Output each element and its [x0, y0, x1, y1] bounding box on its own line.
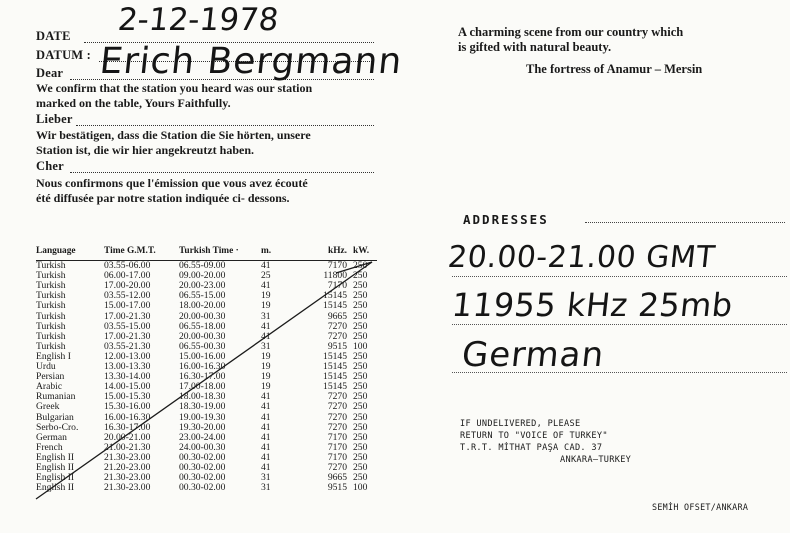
handwritten-language: German [459, 335, 607, 375]
cell-khz: 7170 [327, 260, 347, 272]
cell-turkish-time: 24.00-00.30 [179, 441, 226, 453]
confirm-english-line-1: We confirm that the station you heard was our station [36, 81, 313, 95]
cell-kw: 250 [353, 300, 368, 312]
cell-language: Turkish [36, 310, 66, 322]
cell-time-gmt: 21.30-23.00 [104, 482, 151, 494]
cell-turkish-time: 00.30-02.00 [179, 451, 226, 463]
cell-khz: 15145 [323, 290, 347, 302]
cell-time-gmt: 21.20-23.00 [104, 461, 151, 473]
cell-language: Persian [36, 371, 65, 383]
cell-turkish-time: 15.00-16.00 [179, 350, 226, 362]
handwritten-date: 2-12-1978 [116, 2, 281, 38]
cell-khz: 15145 [323, 371, 347, 383]
cell-khz: 7170 [327, 431, 347, 443]
cell-khz: 15145 [323, 361, 347, 373]
cell-time-gmt: 21.00-21.30 [104, 441, 151, 453]
cell-khz: 7270 [327, 411, 347, 423]
return-line-4: ANKARA—TURKEY [560, 455, 632, 465]
header-language: Language [36, 246, 104, 261]
cell-khz: 7270 [327, 320, 347, 332]
cell-meters: 41 [261, 391, 271, 403]
cell-kw: 250 [353, 421, 368, 433]
cell-kw: 250 [353, 401, 368, 413]
cell-time-gmt: 03.55-21.30 [104, 340, 151, 352]
cell-kw: 250 [353, 350, 368, 362]
return-line-3: T.R.T. MİTHAT PAŞA CAD. 37 [460, 443, 603, 453]
cell-khz: 7170 [327, 280, 347, 292]
cell-kw: 250 [353, 461, 368, 473]
cell-language: English I [36, 350, 71, 362]
cell-language: Turkish [36, 270, 66, 282]
cell-meters: 41 [261, 441, 271, 453]
cell-meters: 41 [261, 260, 271, 272]
confirm-german-line-1: Wir bestätigen, dass die Station die Sie hörten, unsere [36, 128, 311, 142]
cell-turkish-time: 18.00-18.30 [179, 391, 226, 403]
cell-khz: 9515 [327, 482, 347, 494]
cell-meters: 19 [261, 300, 271, 312]
cell-language: Serbo-Cro. [36, 421, 79, 433]
printer-credit: SEMİH OFSET/ANKARA [652, 502, 749, 512]
cell-kw: 250 [353, 391, 368, 403]
cell-language: Turkish [36, 320, 66, 332]
cell-kw: 250 [353, 290, 368, 302]
checkmark-stroke [36, 262, 372, 499]
cell-turkish-time: 09.00-20.00 [179, 270, 226, 282]
cell-meters: 31 [261, 482, 271, 494]
cell-turkish-time: 20.00-00.30 [179, 330, 226, 342]
cell-khz: 7270 [327, 421, 347, 433]
cell-meters: 25 [261, 270, 271, 282]
cell-time-gmt: 20.00-21.00 [104, 431, 151, 443]
cell-time-gmt: 06.00-17.00 [104, 270, 151, 282]
cell-time-gmt: 21.30-23.00 [104, 472, 151, 484]
cell-khz: 9665 [327, 310, 347, 322]
cell-time-gmt: 03.55-12.00 [104, 290, 151, 302]
cell-time-gmt: 17.00-20.00 [104, 280, 151, 292]
checkmark-tail [336, 262, 372, 273]
header-time-gmt: Time G.M.T. [104, 246, 179, 261]
cell-khz: 7270 [327, 461, 347, 473]
cell-meters: 41 [261, 401, 271, 413]
header-turkish-time: Turkish Time · [179, 246, 261, 261]
cell-language: Turkish [36, 330, 66, 342]
cell-khz: 7170 [327, 451, 347, 463]
cell-time-gmt: 17.00-21.30 [104, 330, 151, 342]
cell-turkish-time: 23.00-24.00 [179, 431, 226, 443]
scene-line-2: is gifted with natural beauty. [458, 40, 612, 54]
cell-time-gmt: 13.30-14.00 [104, 371, 151, 383]
return-line-1: IF UNDELIVERED, PLEASE [460, 419, 581, 429]
cell-kw: 250 [353, 260, 368, 272]
cell-meters: 41 [261, 411, 271, 423]
cell-khz: 11800 [323, 270, 347, 282]
confirm-french-line-2: été diffusée par notre station indiquée ci- dessons. [36, 191, 290, 205]
date-label: DATE [36, 29, 71, 43]
cell-time-gmt: 12.00-13.00 [104, 350, 151, 362]
cell-language: English II [36, 451, 75, 463]
cell-khz: 7270 [327, 330, 347, 342]
cell-time-gmt: 15.00-17.00 [104, 300, 151, 312]
header-kw: kW. [353, 246, 377, 261]
cell-khz: 15145 [323, 350, 347, 362]
cell-time-gmt: 15.30-16.00 [104, 401, 151, 413]
cell-time-gmt: 16.00-16.30 [104, 411, 151, 423]
cell-meters: 31 [261, 340, 271, 352]
cell-meters: 41 [261, 280, 271, 292]
cell-meters: 41 [261, 431, 271, 443]
cell-language: Rumanian [36, 391, 76, 403]
cell-turkish-time: 06.55-00.30 [179, 340, 226, 352]
cell-language: Turkish [36, 260, 66, 272]
cell-meters: 41 [261, 461, 271, 473]
cell-language: English II [36, 461, 75, 473]
cell-kw: 250 [353, 472, 368, 484]
lieber-label: Lieber [36, 112, 73, 126]
return-line-2: RETURN TO "VOICE OF TURKEY" [460, 431, 608, 441]
cell-turkish-time: 00.30-02.00 [179, 461, 226, 473]
cell-khz: 9665 [327, 472, 347, 484]
cell-meters: 19 [261, 381, 271, 393]
cell-turkish-time: 06.55-15.00 [179, 290, 226, 302]
cell-kw: 250 [353, 280, 368, 292]
cell-meters: 19 [261, 371, 271, 383]
cell-khz: 7270 [327, 401, 347, 413]
cell-khz: 15145 [323, 381, 347, 393]
cell-turkish-time: 16.30-17.00 [179, 371, 226, 383]
cell-turkish-time: 18.00-20.00 [179, 300, 226, 312]
cell-turkish-time: 19.00-19.30 [179, 411, 226, 423]
cell-time-gmt: 03.55-15.00 [104, 320, 151, 332]
cell-kw: 250 [353, 381, 368, 393]
cell-khz: 7270 [327, 391, 347, 403]
cell-turkish-time: 00.30-02.00 [179, 472, 226, 484]
cell-kw: 250 [353, 361, 368, 373]
cell-kw: 250 [353, 310, 368, 322]
cell-kw: 250 [353, 330, 368, 342]
cell-language: Turkish [36, 290, 66, 302]
cell-kw: 250 [353, 441, 368, 453]
cell-language: Bulgarian [36, 411, 74, 423]
address-line-1 [452, 276, 787, 277]
cell-kw: 250 [353, 451, 368, 463]
cell-kw: 250 [353, 411, 368, 423]
cell-language: Turkish [36, 300, 66, 312]
address-line-2 [452, 324, 787, 325]
cell-turkish-time: 06.55-09.00 [179, 260, 226, 272]
cell-language: English II [36, 472, 75, 484]
cell-language: Greek [36, 401, 60, 413]
cell-turkish-time: 16.00-16.30 [179, 361, 226, 373]
cell-language: Turkish [36, 280, 66, 292]
confirm-german-line-2: Station ist, die wir hier angekreutzt haben. [36, 143, 255, 157]
header-meters: m. [261, 246, 309, 261]
confirm-english-line-2: marked on the table, Yours Faithfully. [36, 96, 231, 110]
handwritten-name: Erich Bergmann [97, 41, 405, 82]
cell-khz: 7170 [327, 441, 347, 453]
cell-time-gmt: 13.00-13.30 [104, 361, 151, 373]
cell-meters: 31 [261, 310, 271, 322]
datum-label: DATUM : [36, 48, 91, 62]
cell-meters: 41 [261, 451, 271, 463]
cell-language: French [36, 441, 63, 453]
handwritten-time: 20.00-21.00 GMT [446, 240, 717, 275]
cell-kw: 250 [353, 371, 368, 383]
cell-kw: 250 [353, 270, 368, 282]
cell-kw: 100 [353, 482, 368, 494]
cell-turkish-time: 20.00-00.30 [179, 310, 226, 322]
cell-time-gmt: 21.30-23.00 [104, 451, 151, 463]
cell-khz: 15145 [323, 300, 347, 312]
cell-meters: 41 [261, 320, 271, 332]
cell-time-gmt: 03.55-06.00 [104, 260, 151, 272]
cell-kw: 100 [353, 340, 368, 352]
cell-meters: 41 [261, 330, 271, 342]
cell-language: Urdu [36, 361, 56, 373]
cell-time-gmt: 16.30-17.00 [104, 421, 151, 433]
cell-khz: 9515 [327, 340, 347, 352]
cell-kw: 250 [353, 431, 368, 443]
dear-label: Dear [36, 66, 64, 80]
cell-language: Turkish [36, 340, 66, 352]
cell-meters: 19 [261, 350, 271, 362]
cell-language: German [36, 431, 67, 443]
handwritten-frequency: 11955 kHz 25mb [450, 286, 735, 324]
cell-turkish-time: 18.30-19.00 [179, 401, 226, 413]
cell-time-gmt: 17.00-21.30 [104, 310, 151, 322]
cell-meters: 41 [261, 421, 271, 433]
cell-meters: 19 [261, 290, 271, 302]
cell-turkish-time: 06.55-18.00 [179, 320, 226, 332]
scene-caption: The fortress of Anamur – Mersin [526, 62, 703, 76]
cell-kw: 250 [353, 320, 368, 332]
return-address [460, 418, 631, 466]
header-khz: kHz. [309, 246, 353, 261]
cell-time-gmt: 15.00-15.30 [104, 391, 151, 403]
addresses-title: ADDRESSES [463, 212, 549, 227]
cell-turkish-time: 19.30-20.00 [179, 421, 226, 433]
cell-meters: 31 [261, 472, 271, 484]
cell-time-gmt: 14.00-15.00 [104, 381, 151, 393]
scene-line-1: A charming scene from our country which [458, 25, 684, 39]
confirm-french-line-1: Nous confirmons que l'émission que vous avez écouté [36, 176, 308, 190]
cell-turkish-time: 00.30-02.00 [179, 482, 226, 494]
cell-language: Arabic [36, 381, 63, 393]
cell-language: English II [36, 482, 75, 494]
cell-turkish-time: 20.00-23.00 [179, 280, 226, 292]
cell-meters: 19 [261, 361, 271, 373]
cher-label: Cher [36, 159, 64, 173]
cell-turkish-time: 17.00-18.00 [179, 381, 226, 393]
addresses-dotted-line [585, 222, 785, 223]
